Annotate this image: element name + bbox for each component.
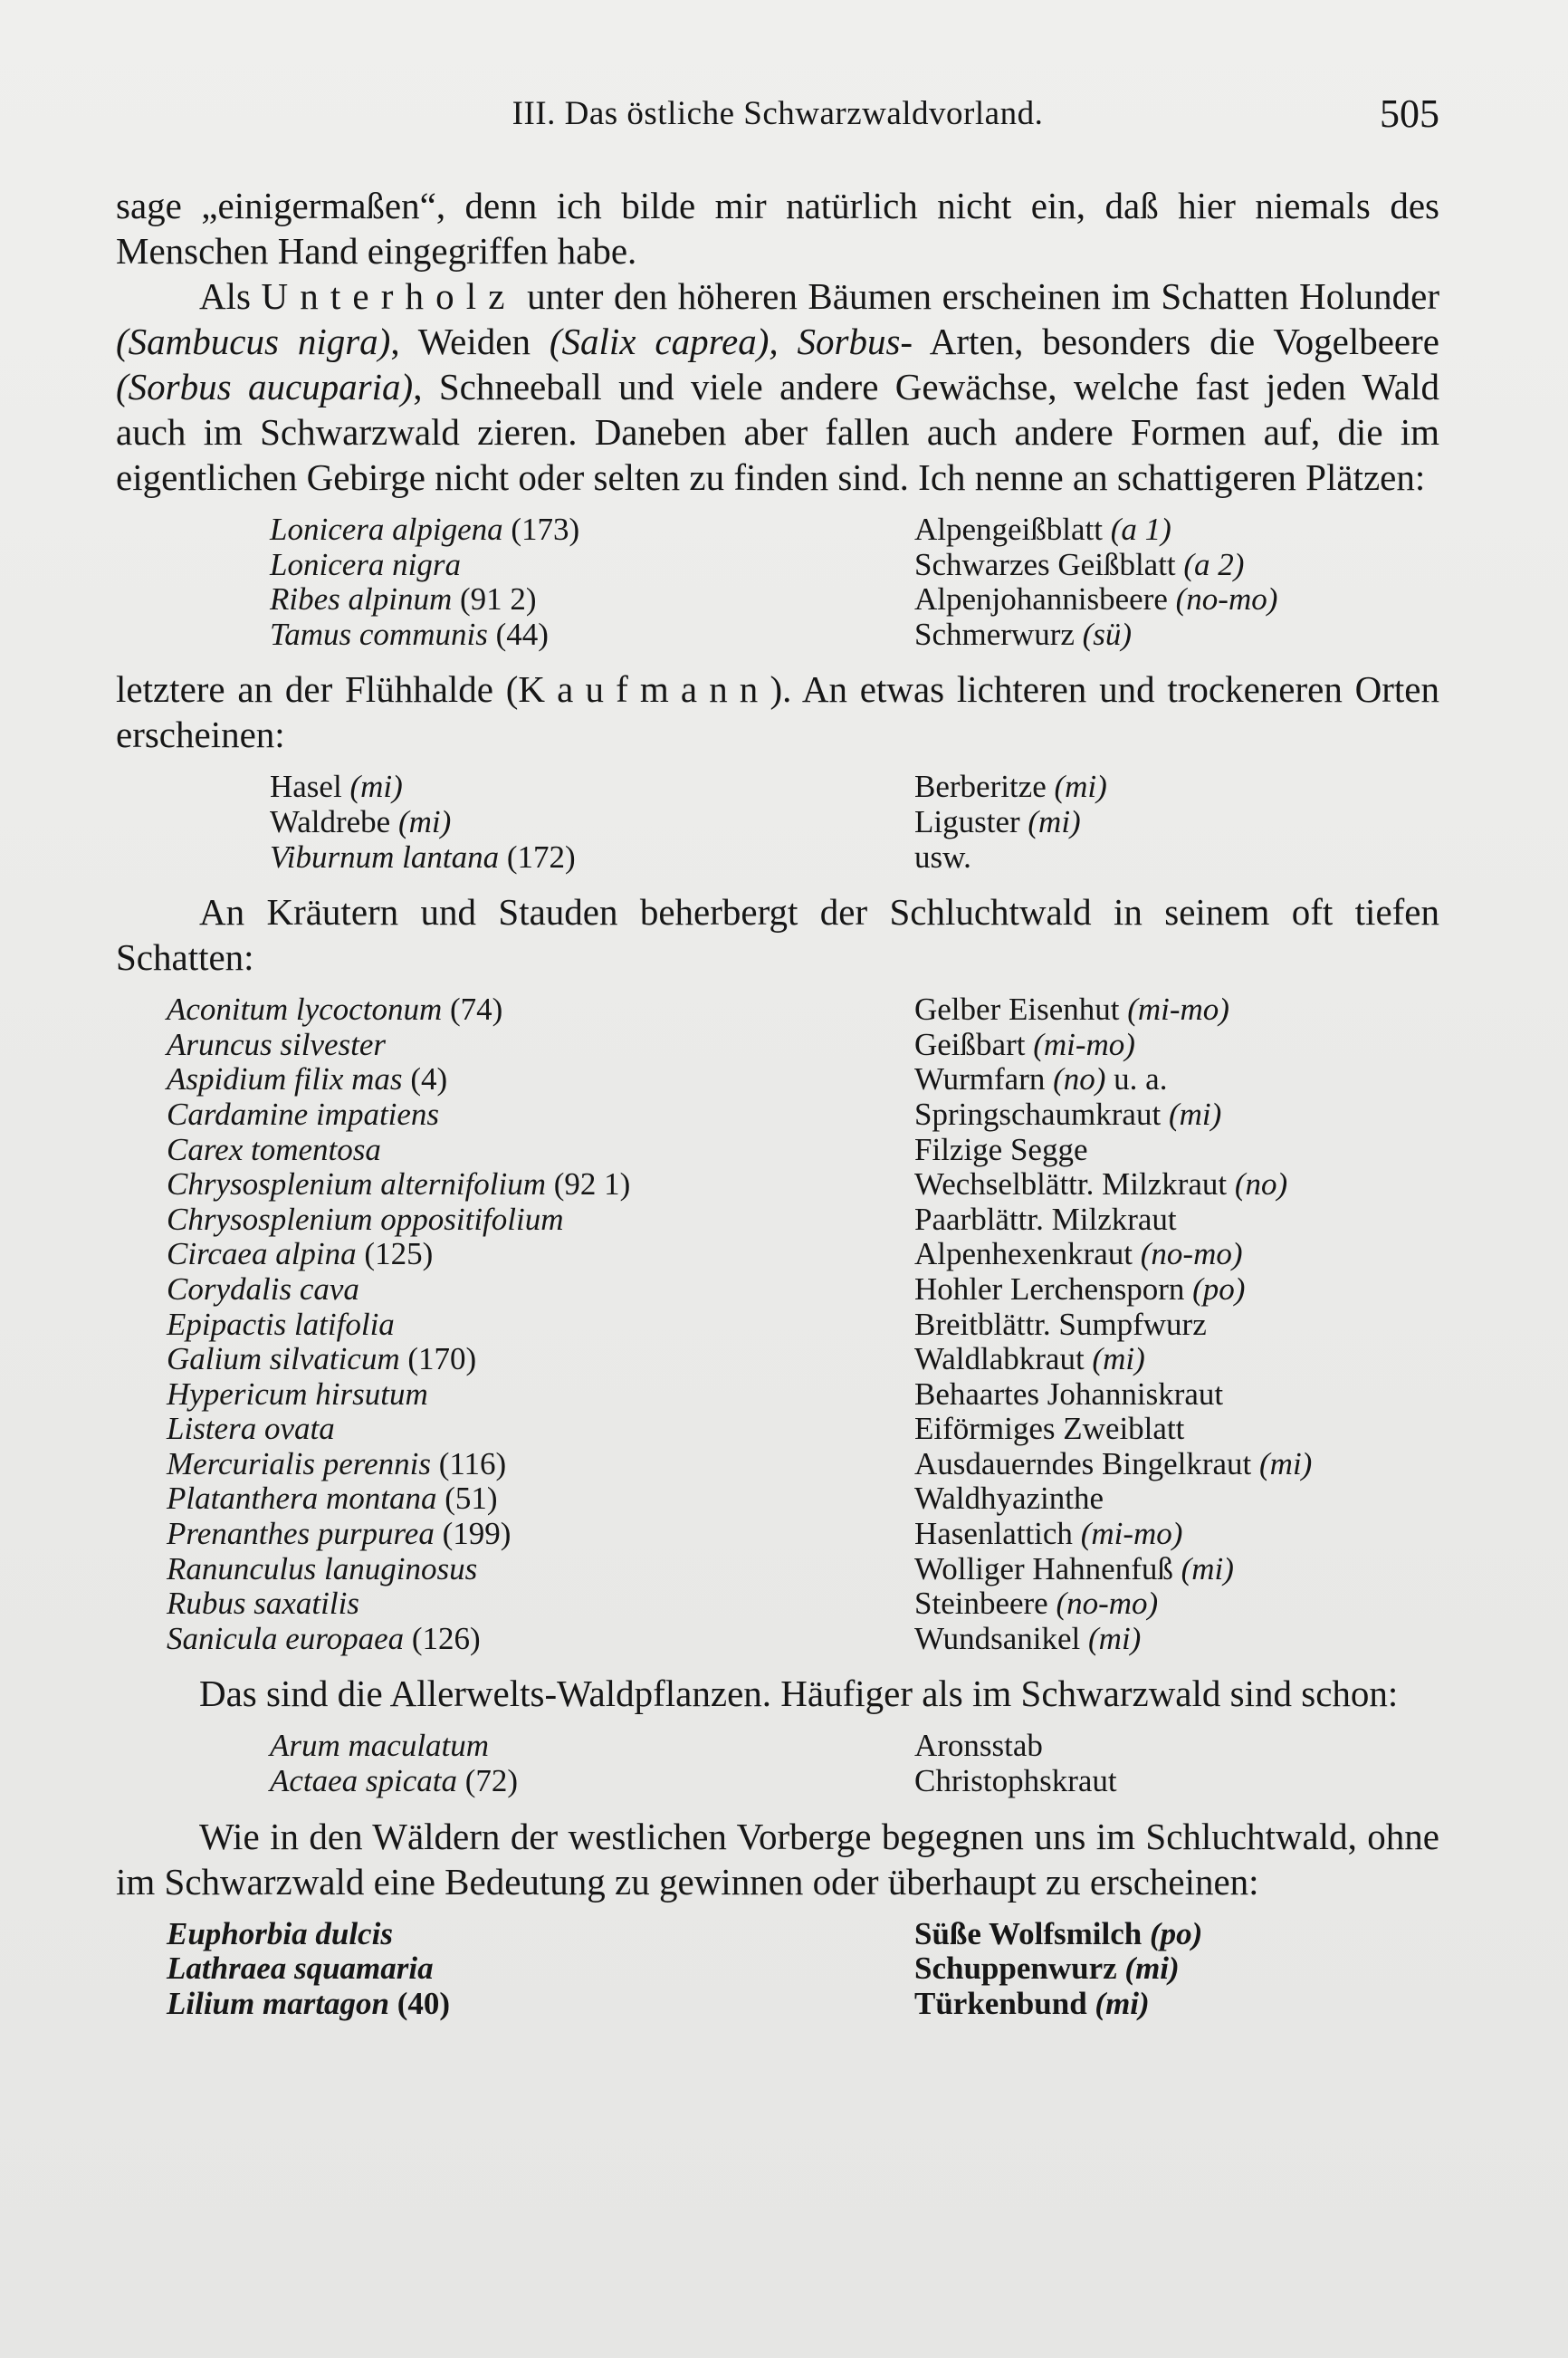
region-code: (mi) xyxy=(1168,1096,1222,1132)
reference-number: (199) xyxy=(434,1516,512,1552)
latin-name: Aspidium filix mas xyxy=(167,1061,403,1098)
species-row xyxy=(116,1917,1439,1952)
region-code: (mi-mo) xyxy=(1033,1026,1135,1062)
common-name: Schuppenwurz xyxy=(914,1951,1125,1987)
species-row xyxy=(116,582,1439,618)
species-list-herbs xyxy=(116,992,1439,1656)
species-row xyxy=(116,1098,1439,1133)
latin-name: Hypericum hirsutum xyxy=(167,1376,428,1412)
common-name: Christophskraut xyxy=(914,1763,1117,1799)
latin-name: Lathraea squamaria xyxy=(167,1951,434,1987)
common-name: Geißbart xyxy=(914,1026,1034,1062)
region-code: (mi) xyxy=(1095,1985,1150,2021)
reference-number: (44) xyxy=(487,616,549,652)
latin-name: Lilium martagon xyxy=(167,1985,390,2021)
species-row xyxy=(116,840,1439,876)
reference-number: (173) xyxy=(502,512,580,547)
latin-name: Corydalis cava xyxy=(167,1270,359,1307)
common-name: Alpenhexenkraut xyxy=(914,1236,1141,1272)
reference-number: (72) xyxy=(457,1763,519,1799)
latin-name: Circaea alpina xyxy=(167,1236,357,1272)
species-row xyxy=(116,1308,1439,1343)
reference-number: (125) xyxy=(356,1236,434,1272)
latin-name: Platanthera montana xyxy=(167,1481,437,1517)
species-row xyxy=(116,513,1439,548)
common-name: Gelber Eisenhut xyxy=(914,992,1128,1028)
latin-name: Galium silvaticum xyxy=(167,1341,400,1377)
common-name: Springschaumkraut xyxy=(914,1096,1169,1132)
species-row xyxy=(116,1517,1439,1552)
species-row xyxy=(116,1062,1439,1098)
latin-name: Cardamine impatiens xyxy=(167,1096,440,1132)
species-name: (Sorbus aucuparia) xyxy=(116,366,414,407)
latin-name: Carex tomentosa xyxy=(167,1131,381,1167)
latin-name: Euphorbia dulcis xyxy=(167,1915,393,1951)
spaced-author-name: Kaufmann xyxy=(518,668,770,711)
region-code: (no) xyxy=(1234,1166,1288,1203)
paragraph-5: Das sind die Allerwelts-Waldpflanzen. Häufiger als im Schwarzwald sind schon: xyxy=(199,1673,1399,1715)
latin-name: Prenanthes purpurea xyxy=(167,1516,435,1552)
region-code: (po) xyxy=(1149,1915,1203,1951)
region-code: (mi-mo) xyxy=(1127,992,1229,1028)
species-row xyxy=(116,770,1439,805)
region-code: (a 1) xyxy=(1110,512,1171,547)
species-row xyxy=(116,1481,1439,1517)
page-number: 505 xyxy=(1380,91,1439,136)
paragraph-text: Arten, besonders die Vogelbeere xyxy=(929,321,1439,362)
latin-name: Viburnum lantana xyxy=(270,839,500,875)
species-row xyxy=(116,1203,1439,1238)
latin-name: Aconitum lycoctonum xyxy=(167,992,443,1028)
common-name: Paarblättr. Milzkraut xyxy=(914,1201,1177,1237)
paragraph-2 xyxy=(116,273,1439,500)
common-name: Wolliger Hahnenfuß xyxy=(914,1550,1181,1586)
species-row xyxy=(116,1447,1439,1482)
region-code: (mi) xyxy=(1259,1445,1313,1481)
paragraph-1: sage „einigermaßen“, denn ich bilde mir natürlich nicht ein, daß hier niemals des Menschen Hand eingegriffen habe. xyxy=(116,185,1439,272)
reference-number: (170) xyxy=(399,1341,477,1377)
region-code: (mi) xyxy=(1124,1951,1180,1987)
common-name: Wechselblättr. Milzkraut xyxy=(914,1166,1235,1203)
paragraph-text: Als xyxy=(199,275,262,317)
common-name: Schmerwurz xyxy=(914,616,1083,652)
common-name: Filzige Segge xyxy=(914,1131,1088,1167)
species-row xyxy=(116,992,1439,1028)
reference-number: (126) xyxy=(404,1620,481,1656)
latin-name: Waldrebe xyxy=(270,803,398,839)
common-name: Waldhyazinthe xyxy=(914,1481,1104,1517)
species-name: (Sambucus nigra) xyxy=(116,321,391,362)
paragraph-text: , Schneeball und viele andere Gewächse, welche fast jeden Wald auch im Schwarzwald zieren. Daneben aber fallen auch andere Formen auf, die im eigentlichen Gebirge nicht oder selten zu finden sind. Ich nenne an schattigeren Plätzen: xyxy=(116,366,1440,498)
latin-name: Actaea spicata xyxy=(270,1763,458,1799)
page-body xyxy=(116,183,1439,2036)
region-code: (no) xyxy=(1053,1061,1106,1098)
paragraph-text: letztere an der Flühhalde ( xyxy=(116,668,519,711)
latin-name: Lonicera alpigena xyxy=(270,512,503,547)
latin-name: Hasel xyxy=(270,769,350,805)
reference-number: (40) xyxy=(389,1985,451,2021)
region-code: (sü) xyxy=(1082,616,1133,652)
page-header xyxy=(116,91,1439,145)
reference-number: (51) xyxy=(436,1481,498,1517)
species-row xyxy=(116,1133,1439,1168)
reference-number: (92 1) xyxy=(546,1166,631,1203)
common-name: usw. xyxy=(914,839,971,875)
region-code: (po) xyxy=(1192,1270,1246,1307)
common-name: Türkenbund xyxy=(914,1985,1095,2021)
common-name: Berberitze xyxy=(914,769,1055,805)
common-name: Alpenjohannisbeere xyxy=(914,581,1176,618)
species-row xyxy=(116,805,1439,840)
region-code: (no-mo) xyxy=(1140,1236,1243,1272)
species-row xyxy=(116,1237,1439,1272)
species-list-shade-shrubs xyxy=(116,513,1439,652)
common-name: Wurmfarn xyxy=(914,1061,1054,1098)
latin-name: Chrysosplenium alternifolium xyxy=(167,1166,547,1203)
latin-name: Arum maculatum xyxy=(270,1728,490,1764)
paragraph-text: unter den höheren Bäumen erscheinen im Schatten Holunder xyxy=(516,275,1439,317)
latin-name: Ranunculus lanuginosus xyxy=(167,1550,478,1586)
species-row xyxy=(116,1987,1439,2022)
latin-name: Ribes alpinum xyxy=(270,581,453,618)
common-name: Alpengeißblatt xyxy=(914,512,1111,547)
species-list-western-foothills xyxy=(116,1917,1439,2022)
species-row xyxy=(116,1167,1439,1203)
latin-name: Sanicula europaea xyxy=(167,1620,405,1656)
note: u. a. xyxy=(1105,1061,1168,1098)
paragraph-6: Wie in den Wäldern der westlichen Vorberge begegnen uns im Schluchtwald, ohne im Schwarzwald eine Bedeutung zu gewinnen oder überhaupt zu erscheinen: xyxy=(116,1815,1439,1903)
species-row xyxy=(116,1412,1439,1447)
region-code: (no-mo) xyxy=(1056,1586,1159,1622)
common-name: Hohler Lerchensporn xyxy=(914,1270,1193,1307)
species-row xyxy=(116,618,1439,653)
latin-name: Aruncus silvester xyxy=(167,1026,387,1062)
species-row xyxy=(116,1028,1439,1063)
paragraph-3 xyxy=(116,666,1439,757)
common-name: Süße Wolfsmilch xyxy=(914,1915,1150,1951)
reference-number: (4) xyxy=(402,1061,448,1098)
region-code: (mi) xyxy=(349,769,403,805)
species-row xyxy=(116,1552,1439,1587)
species-row xyxy=(116,1586,1439,1622)
species-row xyxy=(116,1622,1439,1657)
latin-name: Rubus saxatilis xyxy=(167,1586,359,1622)
running-head: III. Das östliche Schwarzwaldvorland. xyxy=(512,95,1044,132)
region-code: (a 2) xyxy=(1183,546,1245,582)
species-row xyxy=(116,1342,1439,1377)
common-name: Liguster xyxy=(914,803,1028,839)
species-name: (Salix caprea), Sorbus- xyxy=(549,321,913,362)
paragraph-text: , Weiden xyxy=(390,321,550,362)
latin-name: Mercurialis perennis xyxy=(167,1445,431,1481)
region-code: (mi) xyxy=(1092,1341,1145,1377)
latin-name: Tamus communis xyxy=(270,616,488,652)
paragraph-4: An Kräutern und Stauden beherbergt der Schluchtwald in seinem oft tiefen Schatten: xyxy=(116,891,1439,979)
species-list-more-frequent xyxy=(116,1729,1439,1798)
region-code: (mi) xyxy=(1181,1550,1234,1586)
common-name: Eiförmiges Zweiblatt xyxy=(914,1411,1185,1447)
common-name: Ausdauerndes Bingelkraut xyxy=(914,1445,1260,1481)
common-name: Schwarzes Geißblatt xyxy=(914,546,1184,582)
spaced-term: Unterholz xyxy=(261,275,517,317)
reference-number: (172) xyxy=(499,839,576,875)
species-row xyxy=(116,1272,1439,1308)
latin-name: Epipactis latifolia xyxy=(167,1306,395,1342)
latin-name: Chrysosplenium oppositifolium xyxy=(167,1201,564,1237)
common-name: Waldlabkraut xyxy=(914,1341,1093,1377)
species-row xyxy=(116,1729,1439,1764)
common-name: Behaartes Johanniskraut xyxy=(914,1376,1224,1412)
common-name: Breitblättr. Sumpfwurz xyxy=(914,1306,1207,1342)
species-row xyxy=(116,1764,1439,1799)
region-code: (mi) xyxy=(397,803,452,839)
region-code: (mi-mo) xyxy=(1080,1516,1183,1552)
reference-number: (116) xyxy=(430,1445,507,1481)
region-code: (mi) xyxy=(1054,769,1107,805)
region-code: (mi) xyxy=(1028,803,1081,839)
common-name: Steinbeere xyxy=(914,1586,1056,1622)
species-row xyxy=(116,1377,1439,1413)
common-name: Hasenlattich xyxy=(914,1516,1081,1552)
common-name: Aronsstab xyxy=(914,1728,1043,1764)
paragraph-text: ). An etwas lichteren und trockeneren Orten erscheinen: xyxy=(116,668,1439,756)
latin-name: Lonicera nigra xyxy=(270,546,461,582)
reference-number: (74) xyxy=(442,992,503,1028)
species-row xyxy=(116,548,1439,583)
region-code: (no-mo) xyxy=(1175,581,1278,618)
region-code: (mi) xyxy=(1088,1620,1142,1656)
common-name: Wundsanikel xyxy=(914,1620,1089,1656)
latin-name: Listera ovata xyxy=(167,1411,335,1447)
species-row xyxy=(116,1951,1439,1987)
reference-number: (91 2) xyxy=(452,581,537,618)
species-list-dry-sites xyxy=(116,770,1439,875)
